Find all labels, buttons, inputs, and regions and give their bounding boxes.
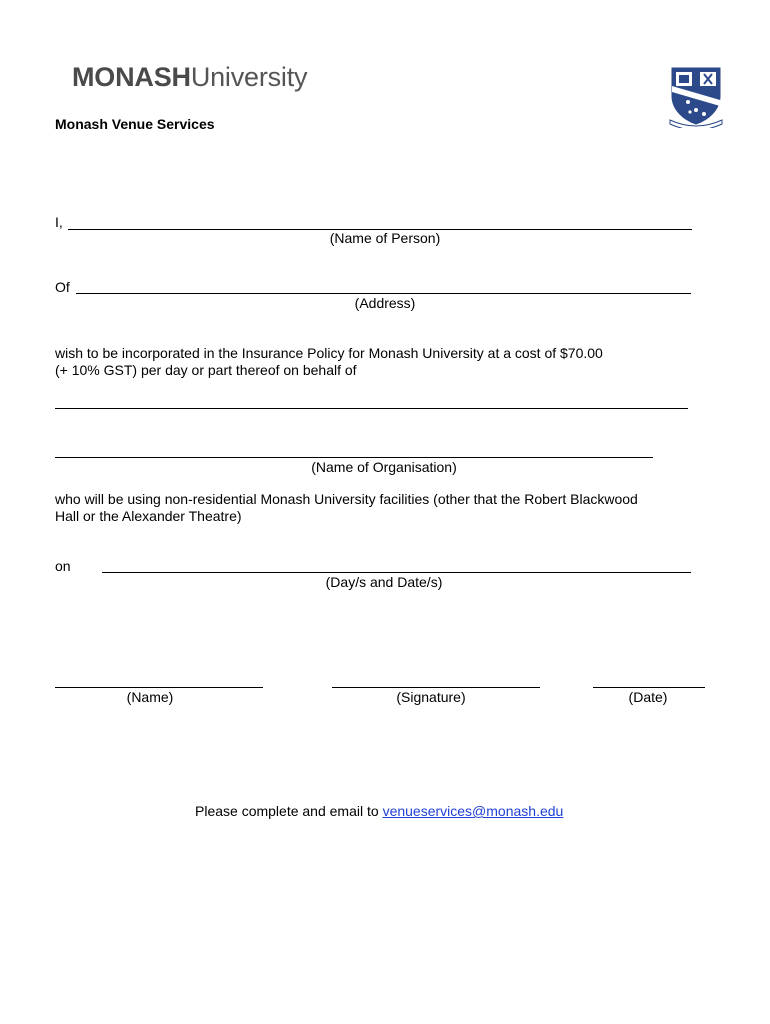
on-prefix: on: [55, 558, 71, 574]
signature-line[interactable]: [332, 687, 540, 688]
organisation-line-2[interactable]: [55, 457, 653, 458]
policy-paragraph: [55, 345, 715, 379]
dates-caption: (Day/s and Date/s): [325, 574, 443, 590]
name-signature-line[interactable]: [55, 687, 263, 688]
logo-university: University: [190, 62, 308, 92]
monash-crest-icon: [668, 66, 724, 128]
facilities-line-1: who will be using non-residential Monash University facilities (other that the Robert Blackwood: [55, 491, 638, 507]
date-caption: (Date): [628, 689, 668, 705]
organisation-line-1[interactable]: [55, 408, 688, 409]
organisation-caption: (Name of Organisation): [311, 459, 457, 475]
person-prefix: I,: [55, 214, 63, 230]
policy-line-1: wish to be incorporated in the Insurance Policy for Monash University at a cost of $70.00: [55, 345, 603, 361]
policy-line-2: (+ 10% GST) per day or part thereof on behalf of: [55, 362, 357, 378]
facilities-paragraph: [55, 491, 715, 525]
date-line[interactable]: [593, 687, 705, 688]
email-link[interactable]: venueservices@monash.edu: [382, 803, 564, 819]
page-title: Monash Venue Services: [55, 116, 215, 132]
signature-caption: (Signature): [396, 689, 466, 705]
footer-instruction-text: Please complete and email to: [195, 803, 379, 819]
footer-instruction: [195, 803, 563, 819]
logo-monash: MONASH: [72, 62, 191, 92]
person-caption: (Name of Person): [329, 230, 441, 246]
facilities-line-2: Hall or the Alexander Theatre): [55, 508, 242, 524]
address-line[interactable]: [76, 293, 691, 294]
name-caption: (Name): [126, 689, 174, 705]
address-prefix: Of: [55, 279, 70, 295]
university-logo: [72, 62, 307, 93]
address-caption: (Address): [354, 295, 416, 311]
dates-line[interactable]: [102, 572, 691, 573]
